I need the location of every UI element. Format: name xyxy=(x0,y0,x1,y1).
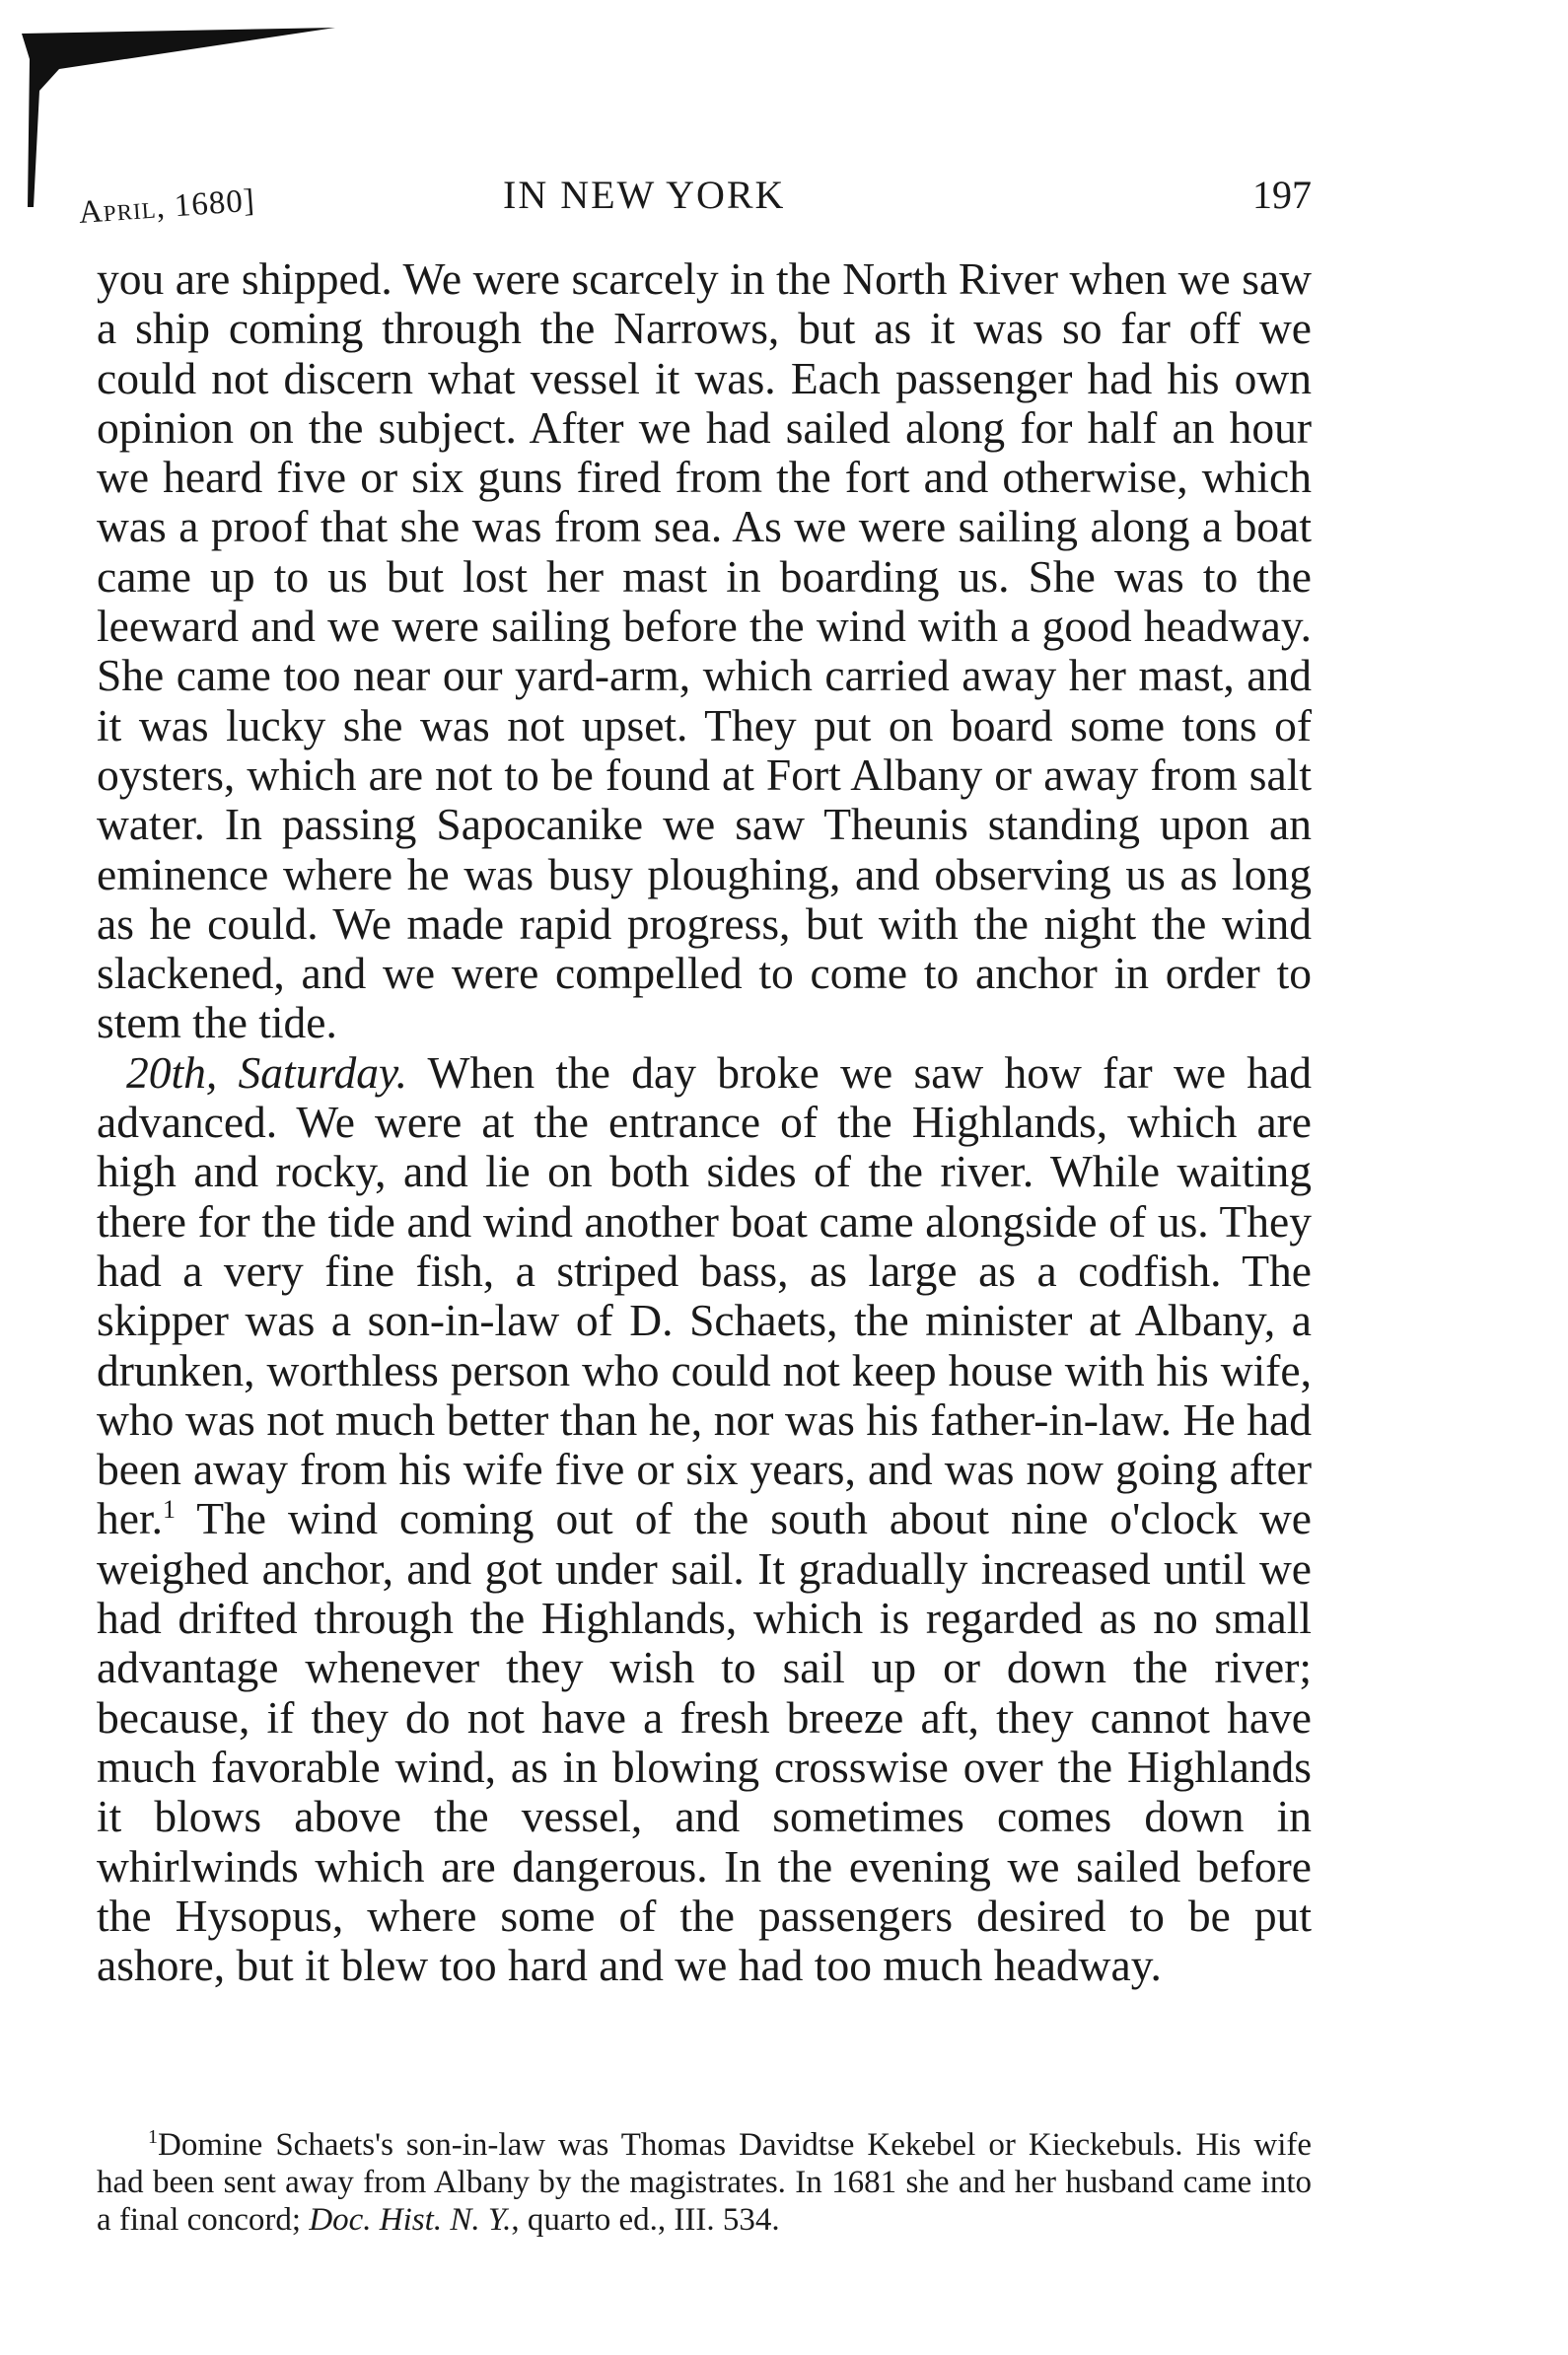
paragraph-2-text-2: The wind coming out of the south about nine o'clock we weighed anchor, and got under sail. It gradually increased until we had drifted through the Highlands, which is regarded as no small advantage whenever they wish to sail up or down the river; because, if they do not have a fresh breeze aft, they cannot have much favorable wind, as in blowing crosswise over the Highlands it blows above the vessel, and sometimes comes down in whirlwinds which are dangerous. In the evening we sailed before the Hysopus, where some of the passengers desired to be put ashore, but it blew too hard and we had too much headway. xyxy=(97,1493,1312,1991)
running-header-title: IN NEW YORK xyxy=(503,173,786,217)
footnote-citation: Doc. Hist. N. Y. xyxy=(309,2202,512,2238)
footnote-marker: 1 xyxy=(148,2126,158,2148)
footnote xyxy=(97,2126,1312,2239)
entry-date: 20th, Saturday. xyxy=(126,1046,408,1098)
running-header xyxy=(79,166,1312,235)
footnote-reference[interactable]: 1 xyxy=(162,1495,176,1525)
footnote-text-1: Domine Schaets's son-in-law was Thomas Davidtse Kekebel or Kieckebuls. His wife had been sent away from Albany by the magistrates. In 1681 she and her husband came into a final concord; xyxy=(97,2127,1312,2238)
paragraph-2-text-1: When the day broke we saw how far we had advanced. We were at the entrance of the Highlands, which are high and rocky, and lie on both sides of the river. While waiting there for the tide and wind another boat came alongside of us. They had a very fine fish, a striped bass, as large as a codfish. The skipper was a son-in-law of D. Schaets, the minister at Albany, a drunken, worthless person who could not keep house with his wife, who was not much better than he, nor was his father-in-law. He had been away from his wife five or six years, and was now going after her. xyxy=(97,1046,1312,1544)
page-number: 197 xyxy=(1252,173,1312,217)
body-text xyxy=(97,254,1312,1990)
running-header-date: April, 1680] xyxy=(77,182,256,231)
footnote-text-2: , quarto ed., III. 534. xyxy=(511,2202,780,2238)
paragraph-2 xyxy=(97,1048,1312,1991)
footnote-paragraph xyxy=(97,2126,1312,2239)
paragraph-1: you are shipped. We were scarcely in the North River when we saw a ship coming through the Narrows, but as it was so far off we could not discern what vessel it was. Each passenger had his own opinion on the subject. After we had sailed along for half an hour we heard five or six guns fired from the fort and otherwise, which was a proof that she was from sea. As we were sailing along a boat came up to us but lost her mast in boarding us. She was to the leeward and we were sailing before the wind with a good headway. She came too near our yard-arm, which carried away her mast, and it was lucky she was not upset. They put on board some tons of oysters, which are not to be found at Fort Albany or away from salt water. In passing Sapocanike we saw Theunis standing upon an eminence where he was busy ploughing, and observing us as long as he could. We made rapid progress, but with the night the wind slackened, and we were compelled to come to anchor in order to stem the tide. xyxy=(97,253,1312,1048)
